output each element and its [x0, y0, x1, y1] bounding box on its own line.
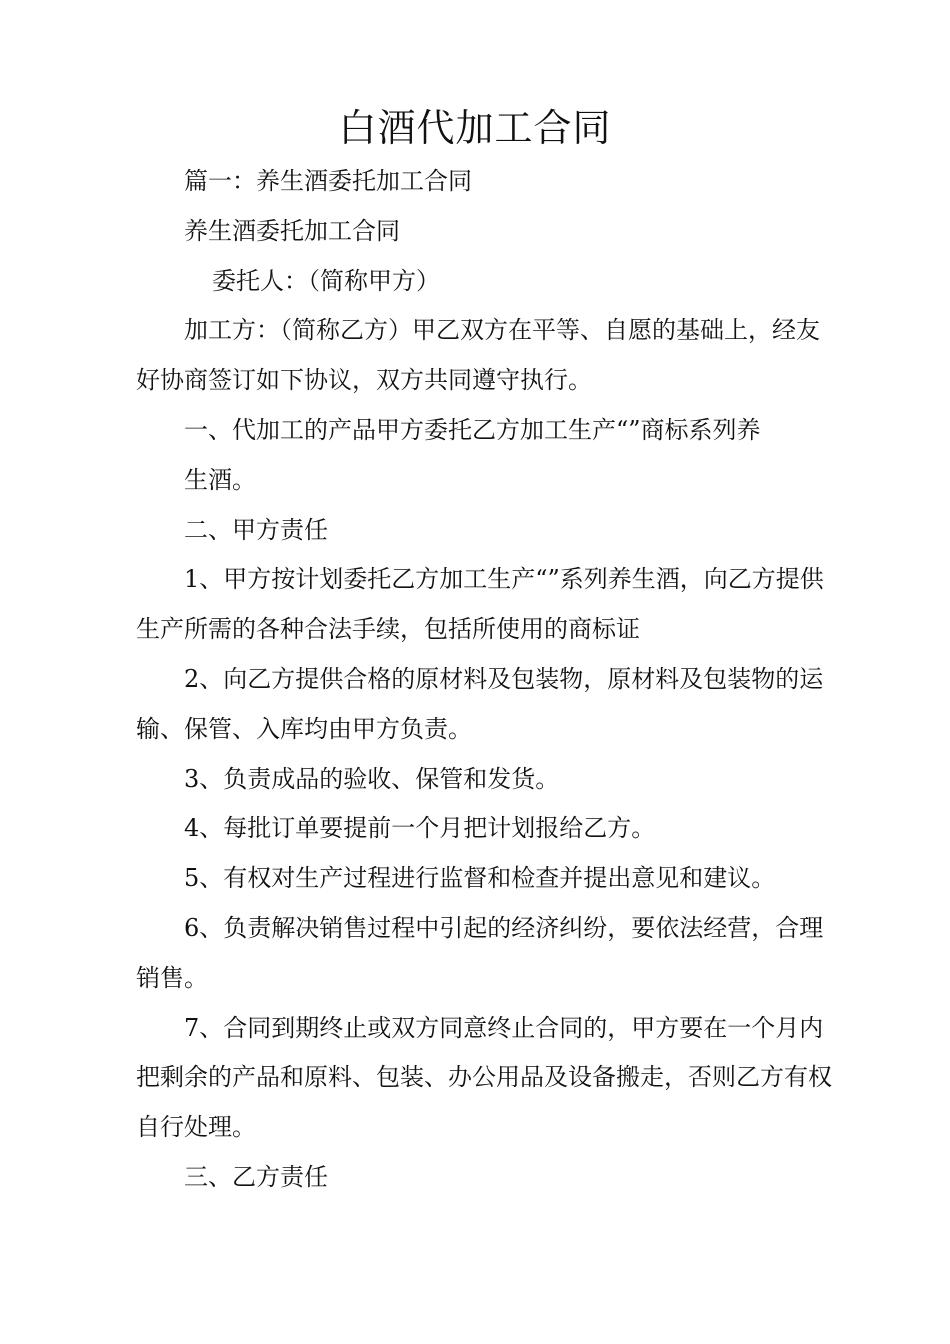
document-title: 白酒代加工合同 [338, 106, 612, 150]
paragraph-section-one-continued: 生酒。 [184, 465, 256, 494]
paragraph-section-two-heading: 二、甲方责任 [184, 515, 328, 544]
paragraph-section-three-heading: 三、乙方责任 [184, 1162, 328, 1191]
paragraph-article-one-heading: 篇一：养生酒委托加工合同 [184, 167, 472, 195]
paragraph-party-a-item-4: 4、每批订单要提前一个月把计划报给乙方。 [184, 814, 656, 843]
paragraph-party-a-item-2: 2、向乙方提供合格的原材料及包装物，原材料及包装物的运输、保管、入库均由甲方负责。 [136, 664, 824, 743]
paragraph-party-a-item-5: 5、有权对生产过程进行监督和检查并提出意见和建议。 [184, 864, 776, 893]
paragraph-party-a-item-7: 7、合同到期终止或双方同意终止合同的，甲方要在一个月内把剩余的产品和原料、包装、办公用品及设备搬走，否则乙方有权自行处理。 [136, 1013, 832, 1142]
paragraph-party-a-item-3: 3、负责成品的验收、保管和发货。 [184, 764, 560, 793]
paragraph-processor-party: 加工方：（简称乙方）甲乙双方在平等、自愿的基础上，经友好协商签订如下协议，双方共同遵守执行。 [136, 316, 820, 395]
paragraph-party-a-item-6: 6、负责解决销售过程中引起的经济纠纷，要依法经营，合理销售。 [136, 913, 824, 992]
paragraph-party-a-item-1: 1、甲方按计划委托乙方加工生产“”系列养生酒，向乙方提供生产所需的各种合法手续，包括所使用的商标证 [136, 565, 824, 644]
paragraph-contract-subtitle: 养生酒委托加工合同 [184, 216, 400, 245]
paragraph-client-party: 委托人：（简称甲方） [212, 266, 440, 295]
document-body [136, 157, 836, 1203]
paragraph-section-one: 一、代加工的产品甲方委托乙方加工生产“”商标系列养 [184, 415, 761, 444]
